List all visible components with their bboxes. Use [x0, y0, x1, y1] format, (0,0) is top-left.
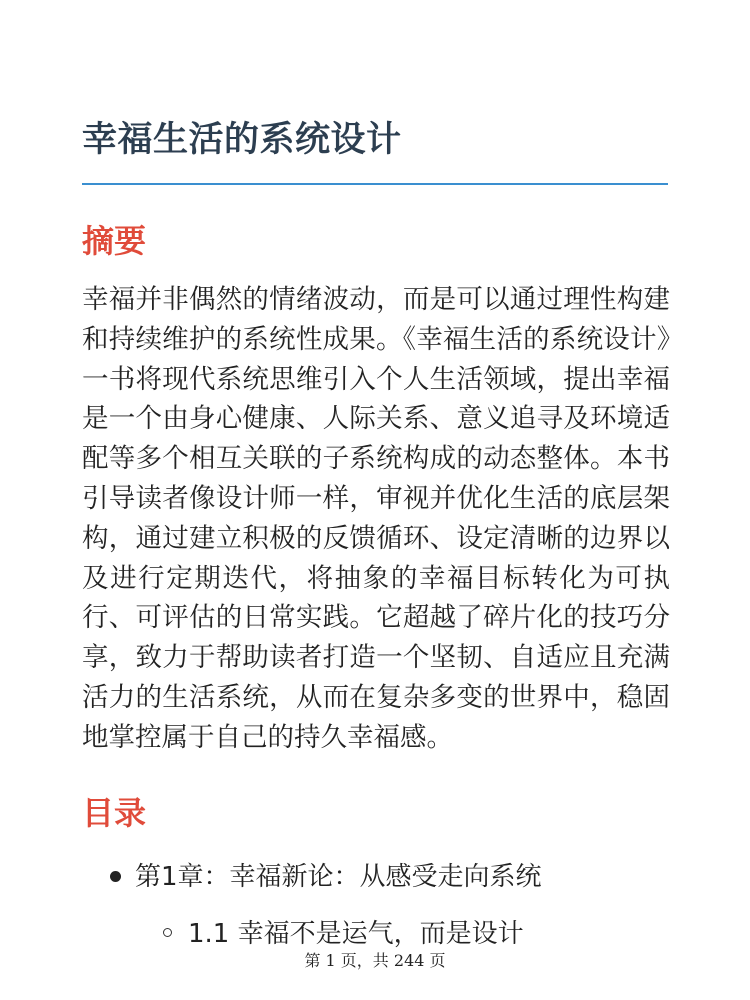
document-title: 幸福生活的系统设计 — [82, 120, 402, 160]
toc-section-label[interactable]: 1.1 幸福不是运气，而是设计 — [188, 919, 524, 949]
bullet-circle-icon — [163, 928, 172, 937]
bullet-disc-icon — [110, 871, 121, 882]
abstract-paragraph: 幸福并非偶然的情绪波动，而是可以通过理性构建和持续维护的系统性成果。《幸福生活的系统设计》一书将现代系统思维引入个人生活领域，提出幸福是一个由身心健康、人际关系、意义追寻及环境适配等多个相互关联的子系统构成的动态整体。本书引导读者像设计师一样，审视并优化生活的底层架构，通过建立积极的反馈循环、设定清晰的边界以及进行定期迭代，将抽象的幸福目标转化为可执行、可评估的日常实践。它超越了碎片化的技巧分享，致力于帮助读者打造一个坚韧、自适应且充满活力的生活系统，从而在复杂多变的世界中，稳固地掌控属于自己的持久幸福感。 — [82, 284, 670, 753]
page-number-footer: 第 1 页，共 244 页 — [304, 951, 446, 970]
abstract-heading: 摘要 — [82, 222, 147, 260]
title-divider — [82, 183, 668, 185]
toc-heading: 目录 — [82, 794, 147, 832]
toc-chapter-label[interactable]: 第1章：幸福新论：从感受走向系统 — [135, 862, 542, 892]
